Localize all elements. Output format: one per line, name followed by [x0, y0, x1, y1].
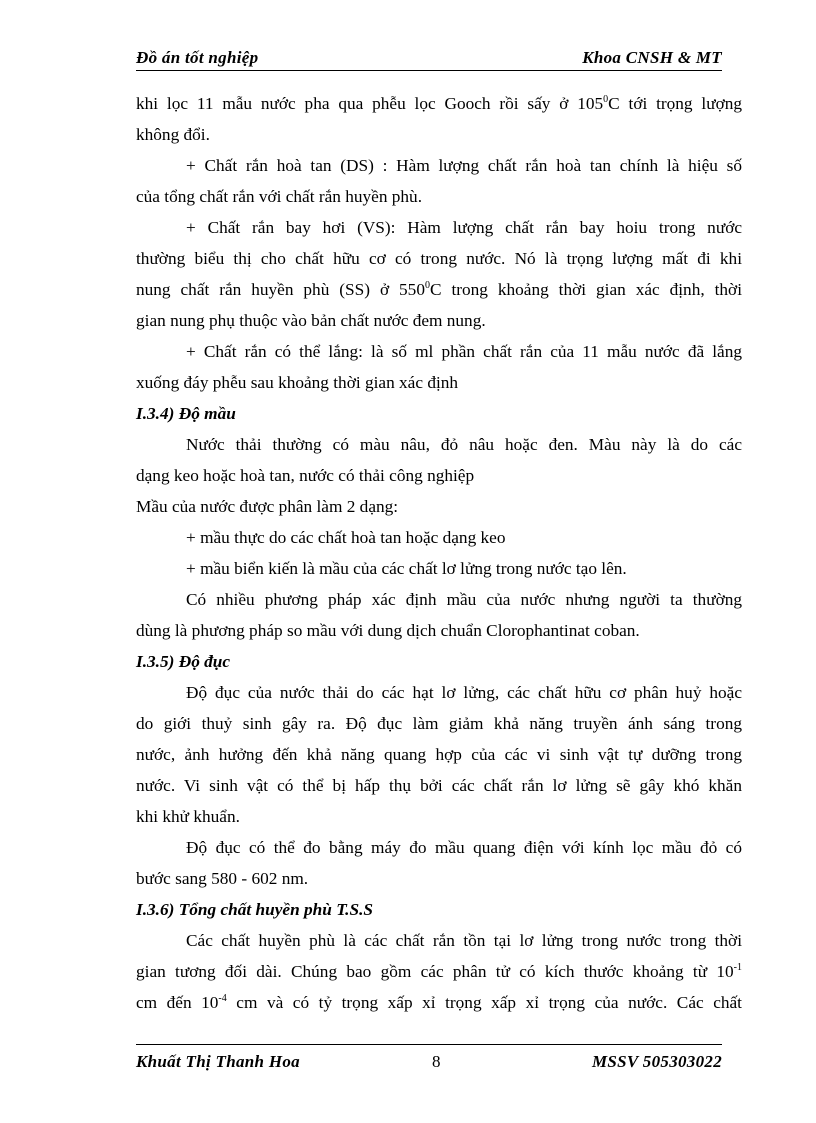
text-line: không đổi. — [136, 125, 210, 144]
footer-rule — [136, 1044, 722, 1045]
header-rule — [136, 70, 722, 71]
text-line: dạng keo hoặc hoà tan, nước có thải công nghiệp — [136, 466, 475, 485]
page-footer — [136, 1052, 722, 1078]
text-line: nước, ảnh hưởng đến khả năng quang hợp của các vi sinh vật tự dưỡng trong — [136, 745, 742, 764]
text-line: Độ đục của nước thải do các hạt lơ lửng, các chất hữu cơ phân huỷ hoặc — [186, 683, 742, 702]
page-number: 8 — [432, 1052, 441, 1071]
text-line: + mầu thực do các chất hoà tan hoặc dạng keo — [186, 528, 506, 547]
text-line: Có nhiều phương pháp xác định mầu của nước nhưng người ta thường — [186, 590, 742, 609]
header-title: Đồ án tốt nghiệp — [136, 48, 259, 67]
header-faculty: Khoa CNSH & MT — [582, 48, 722, 67]
text-line: do giới thuỷ sinh gây ra. Độ đục làm giảm khả năng truyền ánh sáng trong — [136, 714, 742, 733]
text-line: + Chất rắn có thể lắng: là số ml phần chất rắn của 11 mẫu nước đã lắng — [186, 342, 742, 361]
text-line: xuống đáy phễu sau khoảng thời gian xác định — [136, 373, 459, 392]
text-line: + Chất rắn hoà tan (DS) : Hàm lượng chất rắn hoà tan chính là hiệu số — [186, 156, 742, 175]
text-line: bước sang 580 - 602 nm. — [136, 869, 309, 888]
section-heading: I.3.5) Độ đục — [136, 652, 231, 671]
footer-author: Khuất Thị Thanh Hoa — [136, 1052, 300, 1071]
section-heading: I.3.6) Tổng chất huyền phù T.S.S — [136, 900, 374, 919]
footer-student-id: MSSV 505303022 — [591, 1052, 722, 1071]
text-line: thường biểu thị cho chất hữu cơ có trong nước. Nó là trọng lượng mất đi khi — [136, 249, 742, 268]
text-line: của tổng chất rắn với chất rắn huyền phù. — [136, 187, 423, 206]
text-line: Nước thải thường có màu nâu, đỏ nâu hoặc đen. Màu này là do các — [186, 435, 742, 454]
text-line: khi khử khuẩn. — [136, 807, 240, 826]
text-line: gian tương đối dài. Chúng bao gồm các phân tử có kích thước khoảng từ $10^{-1}$ — [136, 962, 742, 981]
text-line: Độ đục có thể đo bằng máy đo mầu quang điện với kính lọc mầu đỏ có — [186, 838, 742, 857]
page-header — [136, 48, 722, 74]
text-line: Mầu của nước được phân làm 2 dạng: — [136, 497, 399, 516]
text-line: + Chất rắn bay hơi (VS): Hàm lượng chất rắn bay hoiu trong nước — [186, 218, 742, 237]
text-line: nước. Vi sinh vật có thể bị hấp thụ bởi các chất rắn lơ lửng sẽ gây khó khăn — [136, 776, 742, 795]
text-line: nung chất rắn huyền phù (SS) ở $550^0C$ trong khoảng thời gian xác định, thời — [136, 280, 742, 299]
text-line: khi lọc 11 mẫu nước pha qua phễu lọc Gooch rồi sấy ở $105^0C$ tới trọng lượng — [136, 94, 742, 113]
section-heading: I.3.4) Độ mầu — [136, 404, 236, 423]
text-line: Các chất huyền phù là các chất rắn tồn tại lơ lửng trong nước trong thời — [186, 931, 742, 950]
text-line: dùng là phương pháp so mầu với dung dịch chuẩn Clorophantinat coban. — [136, 621, 640, 640]
text-line: cm đến $10^{-4}$ cm và có tỷ trọng xấp xỉ trọng xấp xỉ trọng của nước. Các chất — [136, 993, 742, 1012]
text-line: gian nung phụ thuộc vào bản chất nước đem nung. — [136, 311, 486, 330]
text-line: + mầu biển kiến là mầu của các chất lơ lửng trong nước tạo lên. — [186, 559, 627, 578]
